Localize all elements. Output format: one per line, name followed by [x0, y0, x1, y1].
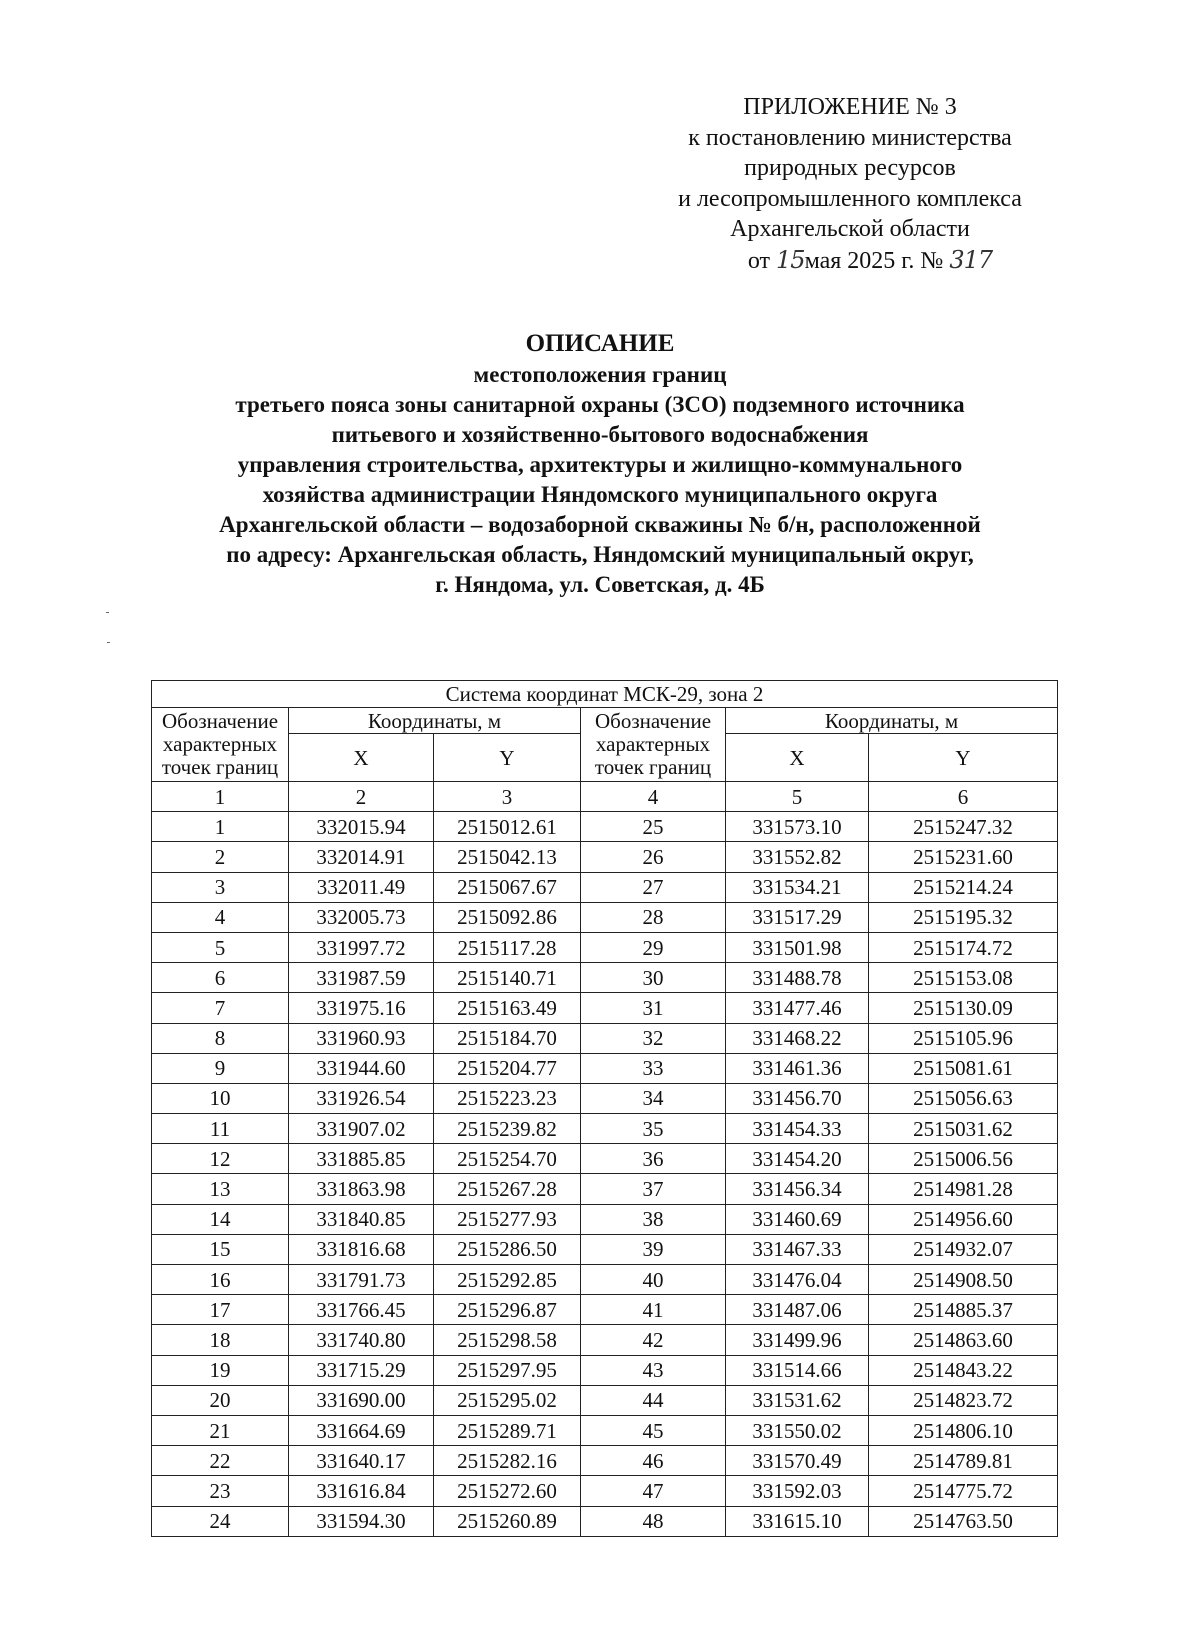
- date-rest: мая 2025 г. №: [804, 247, 944, 274]
- y-coordinate: 2514775.72: [869, 1476, 1058, 1506]
- point-id: 19: [152, 1355, 289, 1385]
- point-id: 26: [581, 842, 726, 872]
- point-id: 3: [152, 872, 289, 902]
- x-coordinate: 332005.73: [289, 902, 434, 932]
- coordinates-table-wrapper: [151, 680, 1057, 1537]
- point-id: 46: [581, 1446, 726, 1476]
- y-coordinate: 2515163.49: [434, 993, 581, 1023]
- x-coordinate: 331944.60: [289, 1053, 434, 1083]
- column-number: 4: [581, 782, 726, 812]
- y-coordinate: 2514823.72: [869, 1385, 1058, 1415]
- point-id: 24: [152, 1506, 289, 1536]
- title-line: по адресу: Архангельская область, Няндомский муниципальный округ,: [226, 542, 974, 567]
- x-coordinate: 331534.21: [726, 872, 869, 902]
- x-coordinate: 331456.70: [726, 1083, 869, 1113]
- x-coordinate: 331594.30: [289, 1506, 434, 1536]
- table-row: [152, 812, 1058, 842]
- x-coordinate: 331501.98: [726, 932, 869, 962]
- point-id: 21: [152, 1415, 289, 1445]
- point-id: 14: [152, 1204, 289, 1234]
- point-id: 1: [152, 812, 289, 842]
- point-id: 32: [581, 1023, 726, 1053]
- y-coordinate: 2515184.70: [434, 1023, 581, 1053]
- appendix-header: [600, 92, 1100, 276]
- x-header: X: [289, 734, 434, 782]
- x-coordinate: 331456.34: [726, 1174, 869, 1204]
- header-line: точек границ: [594, 755, 712, 779]
- point-id: 25: [581, 812, 726, 842]
- coordinates-header: Координаты, м: [289, 708, 581, 734]
- y-coordinate: 2515105.96: [869, 1023, 1058, 1053]
- scan-speck: [106, 612, 109, 613]
- appendix-line: к постановлению министерства: [688, 124, 1012, 151]
- x-coordinate: 331550.02: [726, 1415, 869, 1445]
- header-line: характерных: [595, 732, 711, 756]
- y-coordinate: 2515272.60: [434, 1476, 581, 1506]
- y-coordinate: 2515130.09: [869, 993, 1058, 1023]
- x-coordinate: 331791.73: [289, 1265, 434, 1295]
- title-line: хозяйства администрации Няндомского муниципального округа: [262, 482, 938, 507]
- point-id: 2: [152, 842, 289, 872]
- x-coordinate: 331664.69: [289, 1415, 434, 1445]
- column-number: 1: [152, 782, 289, 812]
- coordinates-table: [151, 680, 1058, 1537]
- y-coordinate: 2515297.95: [434, 1355, 581, 1385]
- x-coordinate: 331885.85: [289, 1144, 434, 1174]
- x-coordinate: 331615.10: [726, 1506, 869, 1536]
- header-line: Обозначение: [161, 709, 279, 733]
- x-coordinate: 331514.66: [726, 1355, 869, 1385]
- point-id: 33: [581, 1053, 726, 1083]
- y-coordinate: 2514885.37: [869, 1295, 1058, 1325]
- y-header: Y: [434, 734, 581, 782]
- y-coordinate: 2515282.16: [434, 1446, 581, 1476]
- point-id: 40: [581, 1265, 726, 1295]
- point-id: 5: [152, 932, 289, 962]
- x-coordinate: 331552.82: [726, 842, 869, 872]
- table-row: [152, 1476, 1058, 1506]
- y-coordinate: 2515223.23: [434, 1083, 581, 1113]
- x-coordinate: 331960.93: [289, 1023, 434, 1053]
- y-coordinate: 2514932.07: [869, 1234, 1058, 1264]
- point-id: 12: [152, 1144, 289, 1174]
- y-coordinate: 2515056.63: [869, 1083, 1058, 1113]
- x-coordinate: 331573.10: [726, 812, 869, 842]
- y-coordinate: 2515140.71: [434, 963, 581, 993]
- point-id: 47: [581, 1476, 726, 1506]
- y-coordinate: 2515081.61: [869, 1053, 1058, 1083]
- y-coordinate: 2515006.56: [869, 1144, 1058, 1174]
- x-coordinate: 331467.33: [726, 1234, 869, 1264]
- title-line: питьевого и хозяйственно-бытового водоснабжения: [331, 422, 869, 447]
- column-number: 3: [434, 782, 581, 812]
- appendix-date-line: [600, 245, 1100, 277]
- table-row: [152, 1506, 1058, 1536]
- table-row: [152, 1144, 1058, 1174]
- point-id: 42: [581, 1325, 726, 1355]
- header-line: Обозначение: [594, 709, 712, 733]
- point-id: 6: [152, 963, 289, 993]
- table-row: [152, 1053, 1058, 1083]
- y-header: Y: [869, 734, 1058, 782]
- point-id: 28: [581, 902, 726, 932]
- table-row: [152, 963, 1058, 993]
- x-coordinate: 331570.49: [726, 1446, 869, 1476]
- x-coordinate: 331531.62: [726, 1385, 869, 1415]
- x-coordinate: 331517.29: [726, 902, 869, 932]
- x-coordinate: 331907.02: [289, 1114, 434, 1144]
- point-id: 39: [581, 1234, 726, 1264]
- y-coordinate: 2515204.77: [434, 1053, 581, 1083]
- table-row: [152, 1295, 1058, 1325]
- table-row: [152, 1083, 1058, 1113]
- y-coordinate: 2514806.10: [869, 1415, 1058, 1445]
- y-coordinate: 2515260.89: [434, 1506, 581, 1536]
- x-coordinate: 331487.06: [726, 1295, 869, 1325]
- point-id: 35: [581, 1114, 726, 1144]
- x-coordinate: 331461.36: [726, 1053, 869, 1083]
- point-id: 38: [581, 1204, 726, 1234]
- title-line: третьего пояса зоны санитарной охраны (ЗСО) подземного источника: [235, 392, 965, 417]
- x-coordinate: 331592.03: [726, 1476, 869, 1506]
- x-coordinate: 331488.78: [726, 963, 869, 993]
- header-line: характерных: [162, 732, 278, 756]
- x-coordinate: 331766.45: [289, 1295, 434, 1325]
- point-id: 11: [152, 1114, 289, 1144]
- x-coordinate: 331640.17: [289, 1446, 434, 1476]
- point-id: 27: [581, 872, 726, 902]
- x-coordinate: 331477.46: [726, 993, 869, 1023]
- scan-speck: [107, 642, 110, 643]
- table-row: [152, 1023, 1058, 1053]
- title-line: управления строительства, архитектуры и жилищно-коммунального: [237, 452, 963, 477]
- y-coordinate: 2515231.60: [869, 842, 1058, 872]
- point-id: 45: [581, 1415, 726, 1445]
- handwritten-number: 317: [949, 245, 993, 274]
- point-id: 17: [152, 1295, 289, 1325]
- title-line: местоположения границ: [473, 362, 727, 387]
- y-coordinate: 2515092.86: [434, 902, 581, 932]
- point-id: 37: [581, 1174, 726, 1204]
- x-coordinate: 331987.59: [289, 963, 434, 993]
- table-row: [152, 1114, 1058, 1144]
- y-coordinate: 2514789.81: [869, 1446, 1058, 1476]
- y-coordinate: 2515174.72: [869, 932, 1058, 962]
- y-coordinate: 2515117.28: [434, 932, 581, 962]
- table-row: [152, 1385, 1058, 1415]
- y-coordinate: 2515277.93: [434, 1204, 581, 1234]
- column-number: 6: [869, 782, 1058, 812]
- coordinates-header: Координаты, м: [726, 708, 1058, 734]
- point-id: 8: [152, 1023, 289, 1053]
- y-coordinate: 2514763.50: [869, 1506, 1058, 1536]
- point-id: 15: [152, 1234, 289, 1264]
- point-id: 16: [152, 1265, 289, 1295]
- x-coordinate: 331975.16: [289, 993, 434, 1023]
- y-coordinate: 2515247.32: [869, 812, 1058, 842]
- point-id: 9: [152, 1053, 289, 1083]
- x-coordinate: 331740.80: [289, 1325, 434, 1355]
- point-id: 29: [581, 932, 726, 962]
- x-coordinate: 331715.29: [289, 1355, 434, 1385]
- table-row: [152, 842, 1058, 872]
- coordinate-system-header: Система координат МСК-29, зона 2: [152, 681, 1058, 708]
- x-coordinate: 331690.00: [289, 1385, 434, 1415]
- point-designation-header: [581, 708, 726, 782]
- x-coordinate: 331460.69: [726, 1204, 869, 1234]
- table-row: [152, 1446, 1058, 1476]
- table-row: [152, 932, 1058, 962]
- y-coordinate: 2515031.62: [869, 1114, 1058, 1144]
- y-coordinate: 2514863.60: [869, 1325, 1058, 1355]
- table-row: [152, 1174, 1058, 1204]
- y-coordinate: 2515296.87: [434, 1295, 581, 1325]
- appendix-number: ПРИЛОЖЕНИЕ № 3: [743, 94, 957, 120]
- appendix-line: и лесопромышленного комплекса: [678, 185, 1022, 212]
- x-coordinate: 331816.68: [289, 1234, 434, 1264]
- table-row: [152, 872, 1058, 902]
- point-id: 13: [152, 1174, 289, 1204]
- y-coordinate: 2515286.50: [434, 1234, 581, 1264]
- point-id: 36: [581, 1144, 726, 1174]
- y-coordinate: 2515012.61: [434, 812, 581, 842]
- y-coordinate: 2515295.02: [434, 1385, 581, 1415]
- x-coordinate: 332011.49: [289, 872, 434, 902]
- appendix-line: природных ресурсов: [744, 155, 956, 181]
- x-coordinate: 332015.94: [289, 812, 434, 842]
- table-body: [152, 812, 1058, 1537]
- x-coordinate: 331926.54: [289, 1083, 434, 1113]
- title-main: ОПИСАНИЕ: [525, 330, 675, 357]
- column-number: 2: [289, 782, 434, 812]
- point-id: 20: [152, 1385, 289, 1415]
- point-id: 43: [581, 1355, 726, 1385]
- x-coordinate: 331499.96: [726, 1325, 869, 1355]
- table-row: [152, 1234, 1058, 1264]
- y-coordinate: 2515292.85: [434, 1265, 581, 1295]
- y-coordinate: 2515267.28: [434, 1174, 581, 1204]
- point-id: 18: [152, 1325, 289, 1355]
- table-row: [152, 1265, 1058, 1295]
- table-row: [152, 902, 1058, 932]
- point-id: 48: [581, 1506, 726, 1536]
- table-row: [152, 1204, 1058, 1234]
- x-coordinate: 331997.72: [289, 932, 434, 962]
- x-coordinate: 331476.04: [726, 1265, 869, 1295]
- x-coordinate: 331616.84: [289, 1476, 434, 1506]
- y-coordinate: 2515289.71: [434, 1415, 581, 1445]
- column-number: 5: [726, 782, 869, 812]
- x-coordinate: 331468.22: [726, 1023, 869, 1053]
- y-coordinate: 2514908.50: [869, 1265, 1058, 1295]
- y-coordinate: 2515042.13: [434, 842, 581, 872]
- y-coordinate: 2514843.22: [869, 1355, 1058, 1385]
- header-line: точек границ: [161, 755, 279, 779]
- y-coordinate: 2515298.58: [434, 1325, 581, 1355]
- point-id: 34: [581, 1083, 726, 1113]
- y-coordinate: 2515153.08: [869, 963, 1058, 993]
- title-line: Архангельской области – водозаборной скважины № б/н, расположенной: [219, 512, 981, 537]
- point-designation-header: [152, 708, 289, 782]
- point-id: 23: [152, 1476, 289, 1506]
- x-coordinate: 331863.98: [289, 1174, 434, 1204]
- point-id: 4: [152, 902, 289, 932]
- date-prefix: от: [747, 247, 771, 274]
- point-id: 31: [581, 993, 726, 1023]
- x-coordinate: 332014.91: [289, 842, 434, 872]
- table-row: [152, 1415, 1058, 1445]
- point-id: 41: [581, 1295, 726, 1325]
- handwritten-day: 15: [776, 245, 805, 274]
- point-id: 10: [152, 1083, 289, 1113]
- y-coordinate: 2515195.32: [869, 902, 1058, 932]
- y-coordinate: 2514981.28: [869, 1174, 1058, 1204]
- table-row: [152, 1355, 1058, 1385]
- y-coordinate: 2515067.67: [434, 872, 581, 902]
- point-id: 7: [152, 993, 289, 1023]
- x-header: X: [726, 734, 869, 782]
- point-id: 30: [581, 963, 726, 993]
- y-coordinate: 2515254.70: [434, 1144, 581, 1174]
- y-coordinate: 2515214.24: [869, 872, 1058, 902]
- y-coordinate: 2514956.60: [869, 1204, 1058, 1234]
- point-id: 22: [152, 1446, 289, 1476]
- document-title: [100, 328, 1100, 600]
- table-row: [152, 1325, 1058, 1355]
- point-id: 44: [581, 1385, 726, 1415]
- x-coordinate: 331840.85: [289, 1204, 434, 1234]
- table-row: [152, 993, 1058, 1023]
- y-coordinate: 2515239.82: [434, 1114, 581, 1144]
- title-line: г. Няндома, ул. Советская, д. 4Б: [435, 572, 765, 597]
- x-coordinate: 331454.33: [726, 1114, 869, 1144]
- x-coordinate: 331454.20: [726, 1144, 869, 1174]
- appendix-line: Архангельской области: [730, 216, 970, 242]
